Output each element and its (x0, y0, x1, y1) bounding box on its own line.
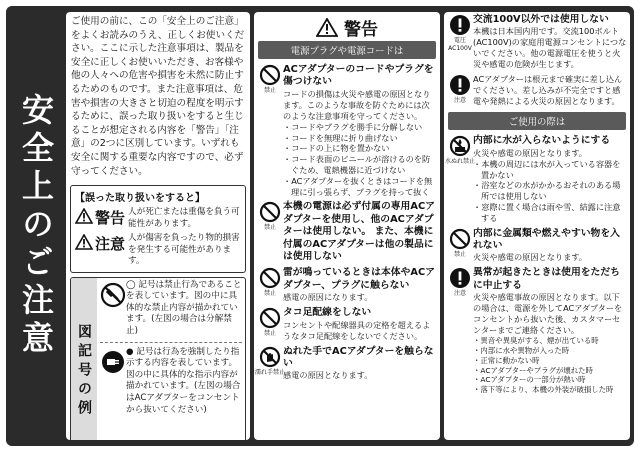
mandatory-symbol-row (100, 347, 242, 417)
warning-column (254, 12, 440, 440)
warning-item (254, 62, 440, 199)
item-title: ACアダプターのコードやプラグを傷つけない (283, 64, 434, 88)
bullet-item: ・内部に水や異物が入った時 (473, 346, 570, 356)
item-body: ACアダプターは根元まで確実に差し込んでください。差し込みが不完全ですと感電や発熱による火災の原因となります。 (473, 74, 623, 107)
metal-item (444, 226, 630, 266)
warning-triangle-icon (75, 208, 93, 224)
mandatory-icon (449, 14, 471, 36)
icon-caption: 禁止 (263, 330, 276, 338)
item-body: 感電の原因になります。 (283, 292, 373, 303)
abnormal-item (444, 265, 630, 397)
intro-column (66, 12, 250, 440)
bullet-item: ・異音や異臭がする、煙が出ている時 (473, 336, 599, 346)
icon-caption: 注意 (453, 97, 466, 105)
no-water-icon (449, 135, 471, 157)
warning-item (254, 305, 440, 343)
item-title: 雷が鳴っているときは本体やACアダプター、プラグに触らない (283, 267, 435, 291)
symbol-examples-box (70, 277, 246, 440)
water-item (444, 133, 630, 225)
icon-caption: 禁止 (263, 224, 276, 232)
bullet-item: ・ACアダプターの一部分が熱い時 (473, 375, 586, 385)
warning-heading (254, 12, 440, 38)
usage-banner: ご使用の際は (448, 112, 626, 130)
item-title: 内部に水が入らないようにする (473, 135, 611, 147)
bullet-item: ・本機の周辺には水が入っている容器を置かない (473, 158, 621, 180)
item-body: 火災や感電事故の原因となります。以下の場合は、電源を外してACアダプターをコンセントから抜いた後、カスタマーセンターまでご連絡ください。 (473, 292, 623, 336)
caution-triangle-icon (75, 234, 93, 250)
bullet-item: ・コードの上に物を置かない (283, 143, 390, 154)
usage-column (444, 12, 630, 440)
prohibited-icon (259, 307, 281, 329)
bullet-item: ・コードやプラグを勝手に分解しない (283, 121, 423, 132)
item-title: タコ足配線をしない (283, 307, 372, 319)
item-body: 本機は日本国内用です。交流100ボルト(AC100V)の家庭用電源コンセントにつないでください。他の電源電圧を使うと火災や感電の危険が生じます。 (473, 26, 627, 70)
bullet-item: ・ACアダプターを抜くときはコードを無理に引っ張らず、プラグを持って抜く (283, 175, 433, 197)
symbol-examples-body (97, 278, 245, 440)
icon-caption: 禁止 (453, 250, 466, 258)
item-title: ぬれた手でACアダプターを触らない (283, 345, 434, 370)
wet-hand-prohibited-icon (259, 346, 281, 368)
icon-caption: 濡れ手禁止 (255, 368, 286, 376)
icon-caption: 禁止 (263, 87, 276, 94)
item-body: コードの損傷は火災や感電の原因となります。このような事故を防ぐためには次のような注意事項を守ってください。 (283, 88, 431, 121)
prohibited-icon (259, 64, 281, 86)
item-body: 感電の原因となります。 (283, 370, 373, 381)
misuse-title: 【誤った取り扱いをすると】 (75, 193, 205, 205)
prohibit-symbol-text: ◯ 記号は禁止行為であることを表しています。図の中に具体的な禁止内容が描かれています。(左図の場合は分解禁止) (126, 279, 242, 336)
icon-caption: 禁止 (263, 290, 276, 298)
icon-caption: 水ぬれ禁止 (445, 158, 476, 166)
power-banner: 電源プラグや電源コードは (258, 41, 436, 59)
warning-triangle-icon (316, 18, 338, 37)
item-title: 異常が起きたときは使用をただちに中止する (473, 267, 620, 291)
prohibit-symbol-row (100, 280, 242, 338)
no-disassembly-icon (100, 282, 126, 308)
side-title: 安全上のご注意 (17, 93, 55, 359)
item-title: 交流100V以外では使用しない (473, 14, 609, 25)
bullet-item: ・コード表面のビニールが溶けるのを防ぐため、電熱機器に近づけない (283, 154, 431, 175)
warning-label: 警告 (95, 209, 126, 228)
voltage-item (444, 12, 630, 72)
prohibited-icon (449, 228, 471, 250)
bullet-item: ・落下等により、本機の外装が破損した時 (473, 385, 614, 395)
misuse-box (70, 185, 246, 273)
warning-item (254, 199, 440, 265)
plug-item (444, 72, 630, 109)
warning-description: 人が死亡または重傷を負う可能性があります。 (128, 207, 240, 229)
warning-heading-text: 警告 (344, 19, 378, 40)
icon-caption: 電圧 (453, 37, 466, 44)
bullet-item: ・ACアダプターやプラグが壊れた時 (473, 365, 593, 375)
warning-level (75, 207, 241, 230)
item-title: 本機の電源は必ず付属の専用ACアダプターを使用し、他のACアダプターは使用しない。 また、本機に付属のACアダプターは他の製品には使用しない (283, 201, 435, 263)
bullet-item: ・窓際に置く場合は雨や雪、結露に注意する (473, 202, 621, 223)
item-body: コンセントや配線器具の定格を超えるようなタコ足配線をしないでください。 (283, 319, 431, 341)
bullet-item: ・コードを無理に折り曲げない (283, 132, 398, 143)
mandatory-icon (449, 267, 471, 289)
warning-item (254, 344, 440, 384)
caution-level (75, 233, 241, 268)
icon-caption: AC100V (448, 45, 472, 52)
item-body: 火災や感電の原因となります。 (473, 147, 587, 158)
unplug-mandatory-icon (100, 349, 126, 375)
prohibited-icon (259, 201, 281, 223)
bullet-item: ・正常に動かない時 (473, 355, 540, 365)
bullet-item: ・浴室などの水がかかるおそれのある場所では使用しない (473, 180, 621, 202)
warning-item (254, 265, 440, 305)
item-title: 内部に金属類や燃えやすい物を入れない (473, 227, 620, 251)
caution-label: 注意 (95, 235, 126, 254)
mandatory-icon (449, 74, 471, 96)
icon-caption: 注意 (453, 290, 466, 298)
item-body: 火災や感電の原因となります。 (473, 252, 587, 263)
symbol-divider (100, 342, 242, 343)
mandatory-symbol-text: ● 記号は行為を強制したり指示する内容を表しています。図の中に具体的な指示内容が描かれています。(左図の場合はACアダプターをコンセントから抜いてください) (126, 346, 241, 415)
intro-text: ご使用の前に、この「安全上のご注意」をよくお読みのうえ、正しくお使いください。ここに示した注意事項は、製品を安全に正しくお使いいただき、お客様や他の人々への危害や損害を未然に防止するためのものです。また注意事項は、危害や損害の大きさと切迫の程度を明示するために、誤った取り扱いをすると生じることが想定される内容を「警告」「注意」の2つに区別しています。いずれも安全に関する重要な内容ですので、必ず守ってください。 (71, 16, 245, 177)
prohibited-icon (259, 267, 281, 289)
caution-description: 人が傷害を負ったり物的損害を発生する可能性があります。 (128, 233, 240, 267)
symbol-examples-label: 図記号の例 (71, 278, 97, 440)
